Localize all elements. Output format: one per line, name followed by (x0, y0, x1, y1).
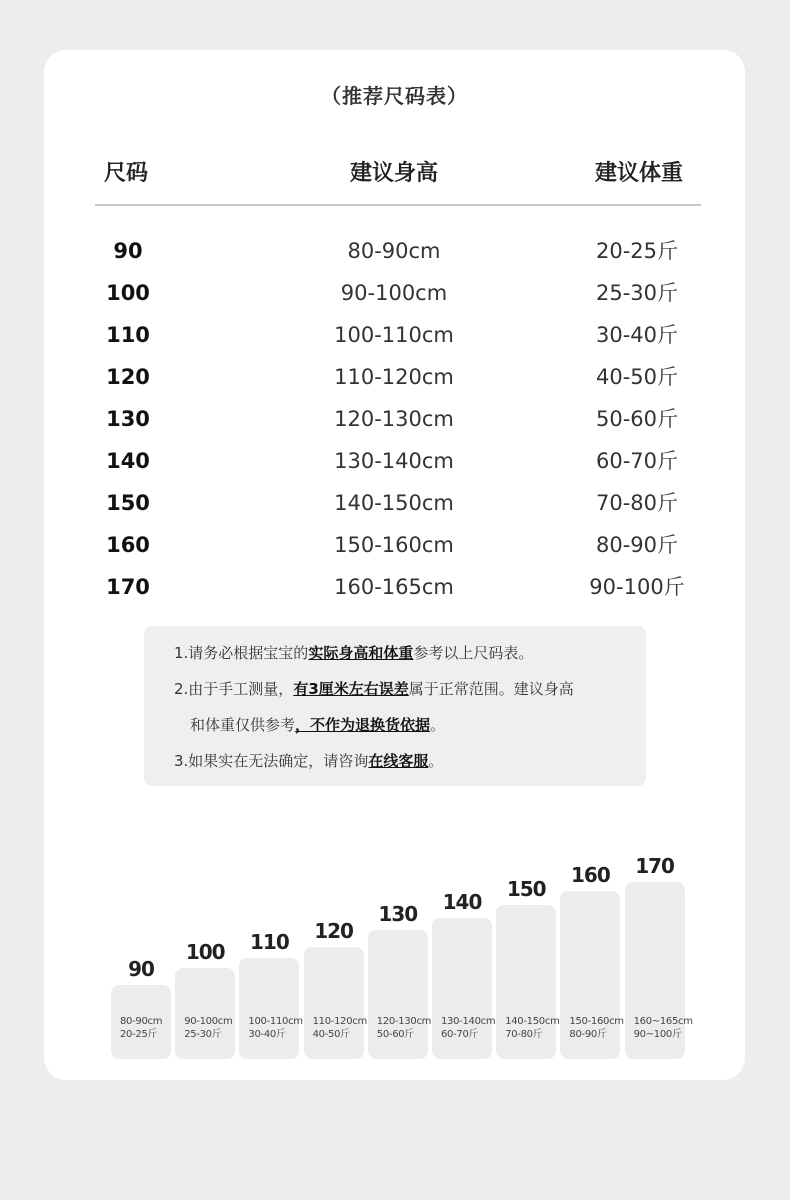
bar-size-label: 160 (571, 863, 610, 887)
bar-height-text: 80-90cm (120, 1016, 163, 1027)
row-weight: 80-90斤 (595, 533, 679, 557)
row-size: 130 (106, 407, 150, 431)
note-2-continued: 和体重仅供参考，不作为退换货依据。 (190, 716, 446, 734)
bar-weight-text: 70-80斤 (505, 1029, 543, 1040)
row-height: 100-110cm (334, 323, 454, 347)
header-weight: 建议体重 (595, 161, 684, 186)
header-size: 尺码 (104, 161, 149, 186)
note-2: 2.由于手工测量，有3厘米左右误差属于正常范围。建议身高 (174, 680, 574, 698)
bar-height-text: 120-130cm (376, 1016, 432, 1027)
row-size: 140 (106, 449, 150, 473)
size-bar (175, 968, 235, 1059)
row-size: 100 (106, 281, 150, 305)
bar-size-label: 170 (635, 854, 674, 878)
bar-size-label: 110 (250, 930, 289, 954)
row-height: 160-165cm (334, 575, 454, 599)
row-height: 130-140cm (334, 449, 454, 473)
row-height: 120-130cm (334, 407, 454, 431)
bar-height-text: 150-160cm (569, 1016, 624, 1027)
size-bar (304, 947, 367, 1059)
row-size: 160 (106, 533, 150, 557)
row-weight: 30-40斤 (595, 323, 679, 347)
bar-size-label: 120 (314, 919, 353, 943)
bar-height-text: 140-150cm (505, 1016, 560, 1027)
bar-size-label: 130 (378, 902, 418, 926)
size-bar (111, 985, 171, 1059)
row-weight: 50-60斤 (595, 407, 679, 431)
row-weight: 90-100斤 (589, 575, 685, 599)
bar-size-label: 100 (185, 940, 225, 964)
row-size: 170 (106, 575, 150, 599)
header-height: 建议身高 (350, 161, 439, 186)
row-weight: 60-70斤 (595, 449, 679, 473)
bar-weight-text: 80-90斤 (569, 1029, 607, 1040)
bar-weight-text: 60-70斤 (441, 1029, 479, 1040)
row-weight: 25-30斤 (595, 281, 679, 305)
bar-size-label: 90 (128, 957, 154, 981)
note-3: 3.如果实在无法确定，请咨询在线客服。 (174, 752, 444, 770)
bar-height-text: 90-100cm (184, 1016, 233, 1027)
size-bar (368, 930, 432, 1059)
size-chart-card (44, 50, 745, 1080)
row-height: 150-160cm (334, 533, 454, 557)
bar-weight-text: 90~100斤 (633, 1029, 682, 1040)
row-height: 90-100cm (340, 281, 448, 305)
row-weight: 20-25斤 (595, 239, 679, 263)
size-bar (560, 891, 624, 1059)
bar-height-text: 110-120cm (312, 1016, 367, 1027)
size-bar (625, 882, 693, 1059)
row-size: 110 (106, 323, 150, 347)
bar-size-label: 150 (506, 877, 546, 901)
size-bar (496, 905, 560, 1059)
bar-weight-text: 20-25斤 (120, 1029, 158, 1040)
row-height: 80-90cm (347, 239, 441, 263)
bar-height-text: 100-110cm (248, 1016, 303, 1027)
row-size: 120 (106, 365, 150, 389)
size-bar-graphic (44, 50, 745, 1080)
row-size: 150 (106, 491, 150, 515)
row-weight: 40-50斤 (595, 365, 679, 389)
row-height: 110-120cm (334, 365, 454, 389)
page-title: （推荐尺码表） (321, 84, 468, 108)
row-weight: 70-80斤 (595, 491, 679, 515)
bar-weight-text: 50-60斤 (376, 1029, 415, 1040)
bar-height-text: 130-140cm (441, 1016, 496, 1027)
note-1: 1.请务必根据宝宝的实际身高和体重参考以上尺码表。 (174, 644, 534, 662)
bar-weight-text: 40-50斤 (312, 1029, 350, 1040)
size-bar (432, 918, 496, 1059)
bar-weight-text: 30-40斤 (248, 1029, 286, 1040)
bar-height-text: 160~165cm (633, 1016, 693, 1027)
bar-weight-text: 25-30斤 (184, 1029, 222, 1040)
row-height: 140-150cm (334, 491, 454, 515)
row-size: 90 (113, 239, 143, 263)
bar-size-label: 140 (442, 890, 482, 914)
size-bar (239, 958, 303, 1059)
